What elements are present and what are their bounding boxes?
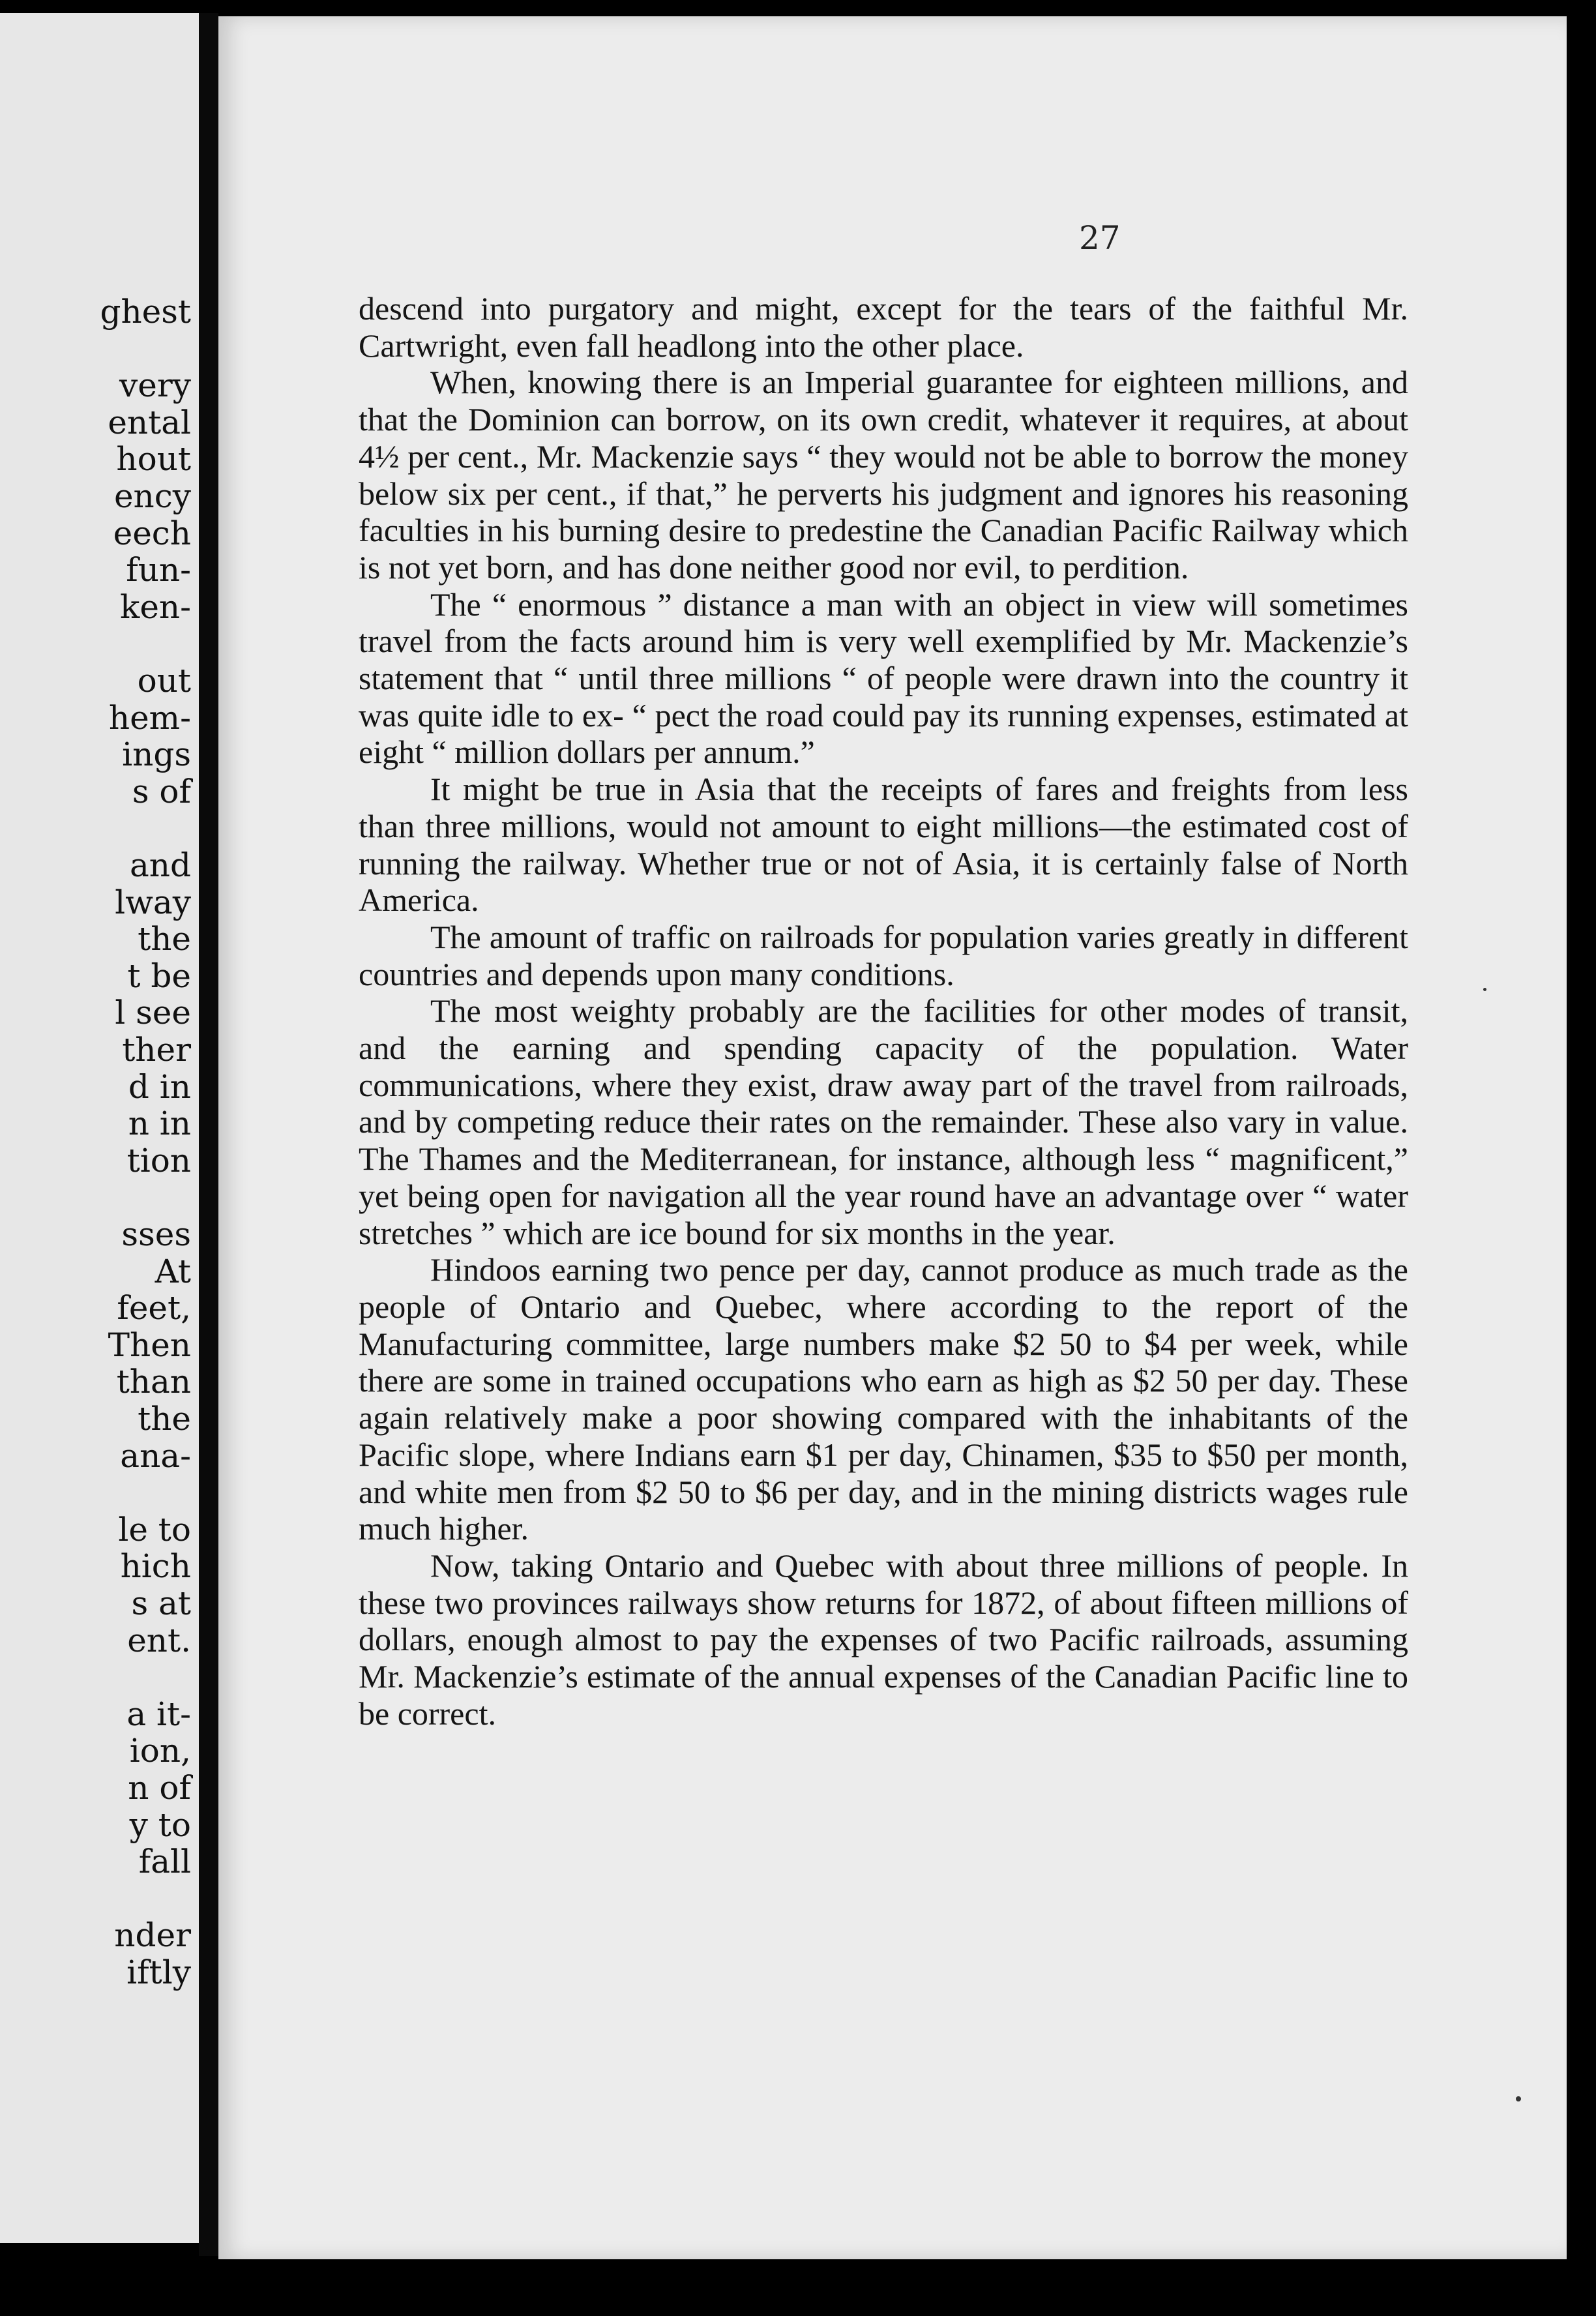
- facing-page-line-fragment: tion: [126, 1141, 191, 1180]
- facing-page-line-fragment: than: [116, 1363, 191, 1401]
- paragraph: It might be true in Asia that the receipts of fares and freights from less than three millions, would not amount to eight millions—the estimated cost of running the railway. Whether true or not of Asia, it is certainly false of North America.: [359, 771, 1408, 919]
- facing-page-line-fragment: n of: [128, 1769, 191, 1807]
- facing-page-line-fragment: hich: [120, 1547, 191, 1586]
- paragraph: Hindoos earning two pence per day, cannot produce as much trade as the people of Ontario and Quebec, where according to the report of the Manufacturing committee, large numbers make $2 50 to $4 per week, while there are some in trained occupations who earn as high as $2 50 per day. These again relatively make a poor showing compared with the inhabitants of the Pacific slope, where Indians earn $1 per day, Chinamen, $35 to $50 per month, and white men from $2 50 to $6 per day, and in the mining districts wages rule much higher.: [359, 1251, 1408, 1547]
- facing-page-line-fragment: fall: [138, 1843, 191, 1881]
- facing-page-line-fragment: feet,: [117, 1289, 191, 1328]
- facing-page-line-fragment: ther: [122, 1031, 191, 1069]
- facing-page-line-fragment: hout: [116, 440, 191, 479]
- facing-page-line-fragment: hem-: [108, 698, 191, 737]
- facing-page-line-fragment: eech: [113, 514, 191, 552]
- facing-page-line-fragment: ent.: [127, 1621, 191, 1659]
- ink-speck: [1483, 988, 1486, 991]
- facing-page-line-fragment: d in: [128, 1067, 191, 1106]
- facing-page-line-fragment: the: [138, 1400, 191, 1438]
- facing-page-line-fragment: ings: [122, 735, 191, 774]
- paragraph: The “ enormous ” distance a man with an object in view will sometimes travel from the facts around him is very well exemplified by Mr. Mackenzie’s statement that “ until three millions “ of people were drawn into the country it was quite idle to ex- “ pect the road could pay its running expenses, estimated at eight “ million dollars per annum.”: [359, 586, 1408, 771]
- facing-page-line-fragment: and: [129, 846, 191, 884]
- page-number: 27: [1079, 219, 1121, 257]
- facing-page-line-fragment: fun-: [126, 551, 191, 589]
- page-body: [359, 290, 1408, 1732]
- facing-page-line-fragment: ency: [113, 477, 191, 515]
- paragraph: Now, taking Ontario and Quebec with about three millions of people. In these two provinces railways show returns for 1872, of about fifteen millions of dollars, enough almost to pay the expenses of two Pacific railroads, assuming Mr. Mackenzie’s estimate of the annual expenses of the Canadian Pacific line to be correct.: [359, 1547, 1408, 1732]
- facing-page-line-fragment: n in: [128, 1105, 191, 1143]
- facing-page-line-fragment: iftly: [126, 1953, 191, 1991]
- facing-page-line-fragment: nder: [114, 1916, 191, 1955]
- paragraph: When, knowing there is an Imperial guarantee for eighteen millions, and that the Dominion can borrow, on its own credit, whatever it requires, at about 4½ per cent., Mr. Mackenzie says “ they would not be able to borrow the money below six per cent., if that,” he perverts his judgment and ignores his reasoning faculties in his burning desire to predestine the Canadian Pacific Railway which is not yet born, and has done neither good nor evil, to perdition.: [359, 364, 1408, 586]
- facing-page-line-fragment: s at: [131, 1584, 191, 1622]
- facing-page-line-fragment: At: [155, 1252, 191, 1290]
- facing-page-line-fragment: ana-: [120, 1436, 191, 1475]
- facing-page-line-fragment: ental: [108, 403, 191, 441]
- facing-page-line-fragment: a it-: [126, 1695, 191, 1733]
- book-page: [218, 16, 1567, 2259]
- facing-page-line-fragment: sses: [121, 1215, 191, 1253]
- facing-page-line-fragment: very: [119, 366, 191, 405]
- facing-page-line-fragment: ion,: [129, 1732, 191, 1770]
- paragraph: The amount of traffic on railroads for population varies greatly in different countries and depends upon many conditions.: [359, 918, 1408, 992]
- facing-page-line-fragment: s of: [132, 772, 191, 810]
- facing-page-line-fragment: ghest: [100, 293, 191, 331]
- facing-page-line-fragment: ken-: [120, 587, 191, 626]
- page-gutter: [199, 13, 218, 2256]
- paragraph: The most weighty probably are the facilities for other modes of transit, and the earning and spending capacity of the population. Water communications, where they exist, draw away part of the travel from railroads, and by competing reduce their rates on the remainder. These also vary in value. The Thames and the Mediterranean, for instance, although less “ magnificent,” yet being open for navigation all the year round have an advantage over “ water stretches ” which are ice bound for six months in the year.: [359, 992, 1408, 1251]
- facing-page-line-fragment: the: [138, 920, 191, 958]
- paragraph: descend into purgatory and might, except for the tears of the faithful Mr. Cartwright, even fall headlong into the other place.: [359, 290, 1408, 364]
- facing-page: [0, 13, 199, 2243]
- facing-page-line-fragment: y to: [129, 1805, 191, 1844]
- facing-page-line-fragment: le to: [118, 1510, 191, 1549]
- facing-page-line-fragment: out: [137, 662, 191, 700]
- facing-page-line-fragment: l see: [115, 994, 191, 1032]
- ink-speck: [1516, 2096, 1521, 2101]
- facing-page-line-fragment: Then: [108, 1326, 191, 1364]
- facing-page-line-fragment: lway: [115, 883, 191, 921]
- facing-page-line-fragment: t be: [127, 957, 191, 995]
